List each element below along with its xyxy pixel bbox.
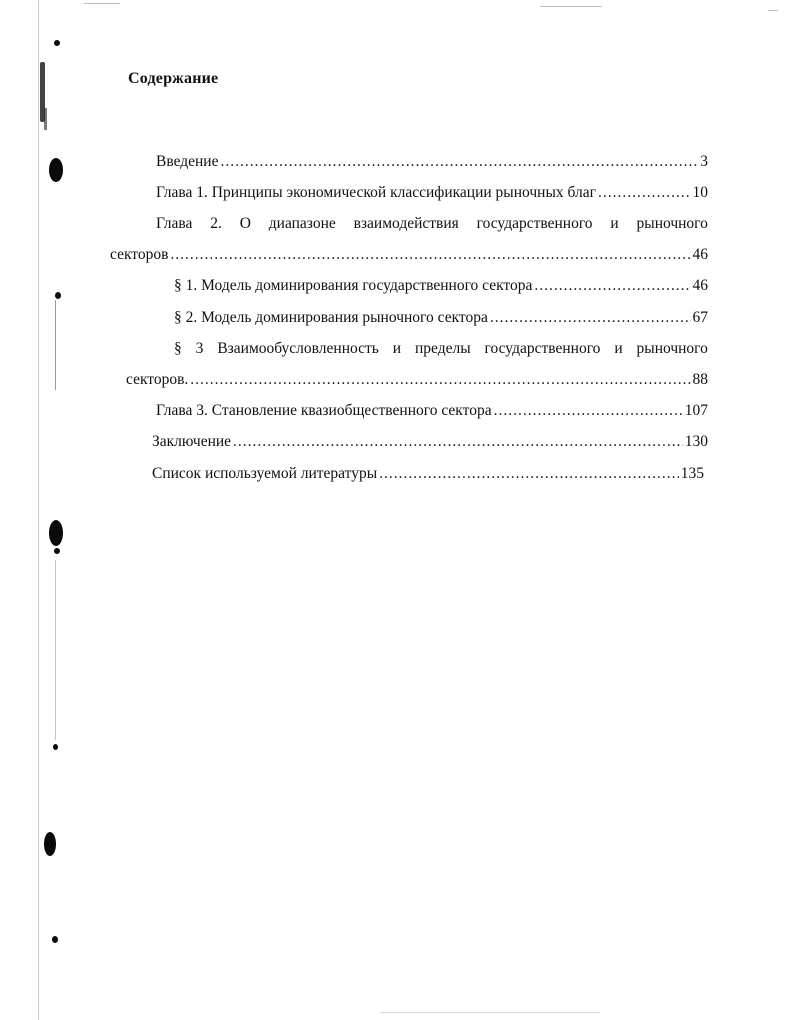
toc-entry-page: 10: [692, 184, 708, 201]
toc-entry-introduction: [156, 152, 708, 172]
scan-mark-bottom: [380, 1012, 600, 1013]
toc-entry-page: 130: [684, 433, 708, 450]
toc-entry-label: § 2. Модель доминирования рыночного сектора: [174, 309, 488, 326]
scan-mark-top-corner: [768, 10, 778, 11]
binder-hole-mark: [55, 292, 61, 299]
toc-entry-label: секторов: [110, 246, 169, 263]
toc-leader-dots: [494, 401, 683, 421]
toc-entry-label: секторов.: [126, 371, 189, 388]
toc-entry-page: 107: [684, 402, 708, 419]
binder-hole-mark: [49, 520, 63, 546]
toc-word: пределы: [414, 340, 471, 357]
toc-entry-label: Введение: [156, 153, 219, 170]
scan-edge-line: [38, 0, 39, 1020]
toc-entry-chapter-3: [156, 401, 708, 421]
toc-word: и: [614, 340, 623, 357]
toc-entry-page: 135: [680, 465, 704, 482]
toc-leader-dots: [220, 152, 698, 172]
toc-word: взаимодействия: [353, 215, 459, 232]
toc-word: диапазоне: [268, 215, 336, 232]
toc-entry-label: Глава 3. Становление квазиобщественного сектора: [156, 402, 492, 419]
binder-hole-mark: [53, 744, 58, 750]
scan-mark-top-right: [540, 6, 602, 7]
binder-hole-mark: [49, 158, 63, 182]
toc-entry-section-2: [174, 308, 708, 328]
binder-hole-mark: [54, 40, 60, 46]
toc-leader-dots: [490, 308, 691, 328]
binder-hole-mark: [52, 936, 58, 943]
toc-word: рыночного: [636, 215, 708, 232]
toc-word: Взаимообусловленность: [217, 340, 379, 357]
toc-word: 2.: [210, 215, 222, 232]
toc-leader-dots: [379, 464, 679, 484]
toc-entry-label: § 1. Модель доминирования государственного сектора: [174, 277, 533, 294]
toc-leader-dots: [170, 245, 690, 265]
binder-hole-mark: [54, 548, 60, 554]
toc-entry-page: 88: [692, 371, 708, 388]
toc-entry-chapter-1: [156, 183, 708, 203]
toc-entry-label: Список используемой литературы: [152, 465, 378, 482]
toc-word: О: [239, 215, 251, 232]
toc-entry-section-1: [174, 276, 708, 296]
toc-entry-page: 3: [700, 153, 708, 170]
toc-entry-label: Заключение: [152, 433, 232, 450]
toc-word: и: [610, 215, 619, 232]
toc-leader-dots: [598, 183, 691, 203]
scan-mark-line: [55, 560, 56, 740]
toc-entry-page: 46: [692, 277, 708, 294]
binder-hole-mark: [44, 832, 56, 856]
toc-entry-section-3-line1: [174, 339, 708, 359]
scan-mark-line: [55, 300, 56, 390]
toc-title: Содержание: [128, 70, 219, 87]
toc-entry-label: Глава 1. Принципы экономической классификации рыночных благ: [156, 184, 596, 201]
toc-entry-section-3-line2: [126, 370, 708, 390]
toc-leader-dots: [190, 370, 690, 390]
scan-smear: [44, 108, 47, 130]
toc-entry-chapter-2-line1: [156, 214, 708, 234]
toc-word: Глава: [156, 215, 193, 232]
toc-leader-dots: [534, 276, 690, 296]
toc-word: §: [174, 340, 182, 357]
toc-word: рыночного: [636, 340, 708, 357]
scan-mark-top-left: [84, 3, 120, 4]
toc-entry-page: 46: [692, 246, 708, 263]
toc-word: государственного: [476, 215, 593, 232]
toc-entry-page: 67: [692, 309, 708, 326]
toc-entry-chapter-2-line2: [110, 245, 708, 265]
toc-entry-bibliography: [152, 464, 704, 484]
toc-entry-conclusion: [152, 432, 708, 452]
toc-word: 3: [195, 340, 204, 357]
toc-word: и: [392, 340, 402, 357]
toc-leader-dots: [233, 432, 683, 452]
toc-word: государственного: [484, 340, 601, 357]
